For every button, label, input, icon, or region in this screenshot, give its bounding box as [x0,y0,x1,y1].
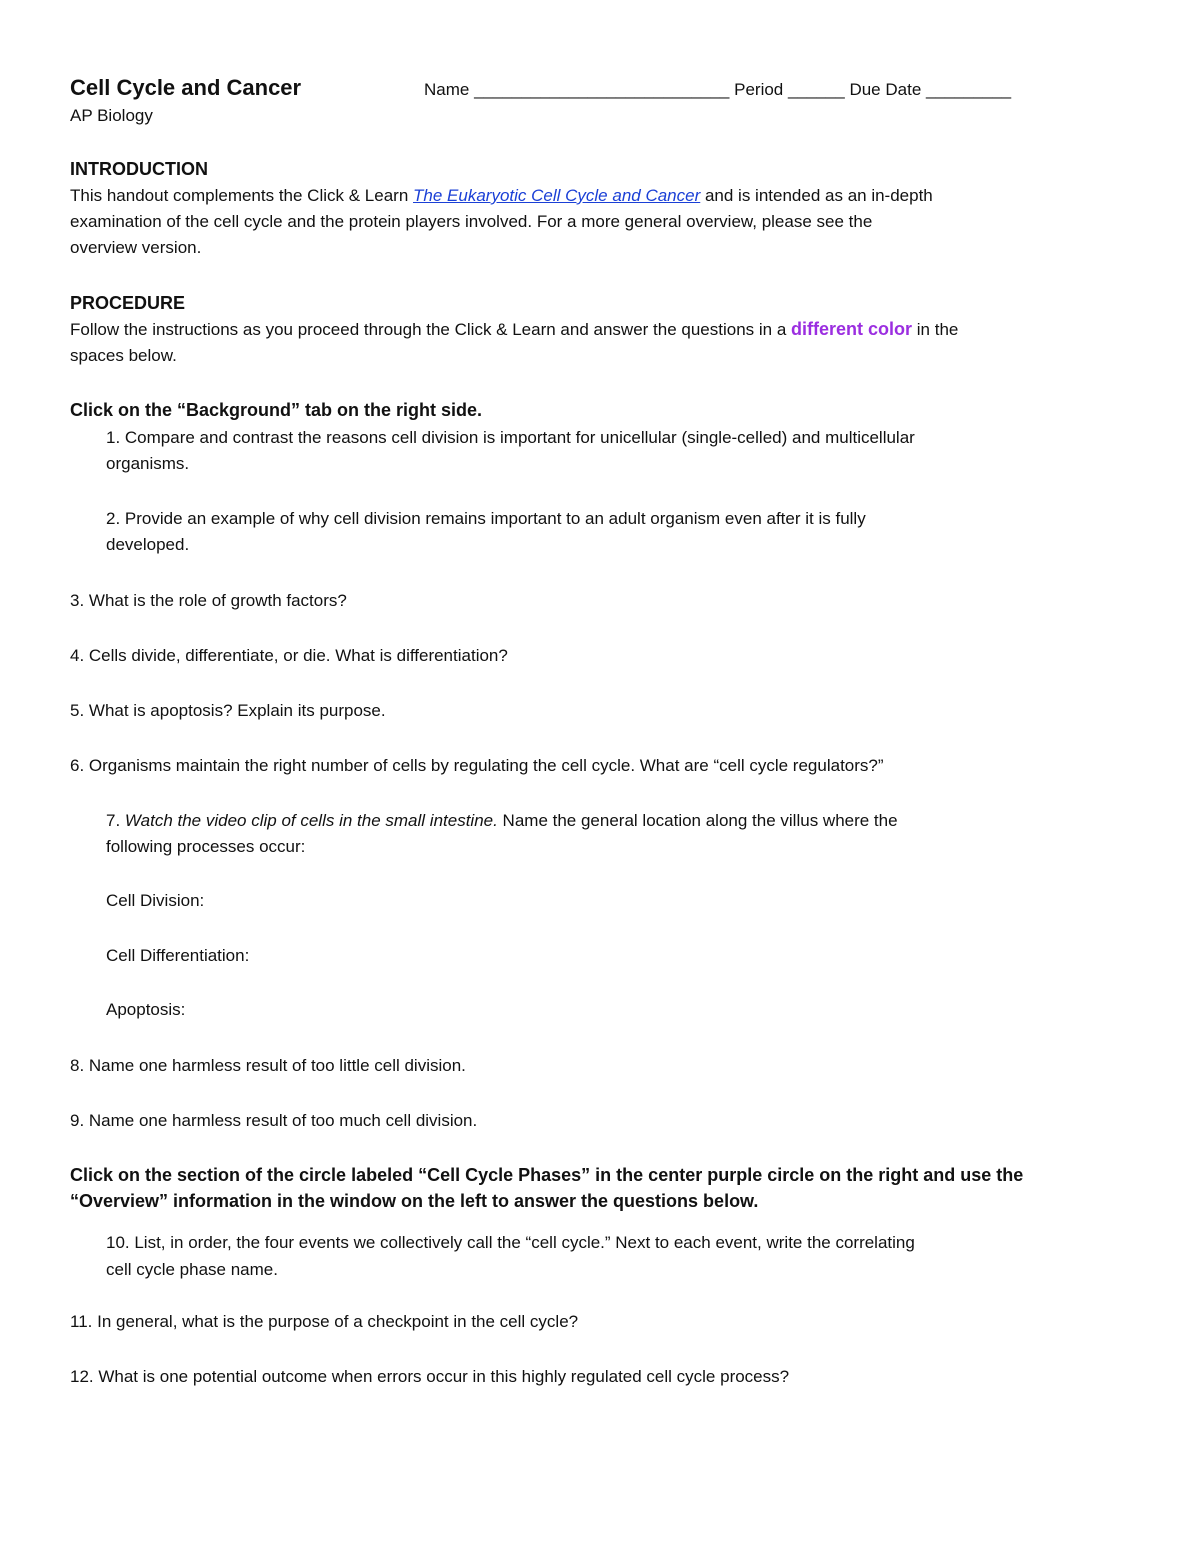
question-2-line-1: 2. Provide an example of why cell division remains important to an adult organism even after it is fully [106,509,866,528]
introduction-heading: INTRODUCTION [70,159,208,179]
name-label: Name [424,80,470,99]
introduction-line-1 [70,186,933,206]
question-3: 3. What is the role of growth factors? [70,591,347,610]
cell-division-label: Cell Division: [106,891,205,910]
introduction-text: This handout complements the Click & Learn [70,186,414,205]
question-2-line-2: developed. [106,535,190,554]
question-4: 4. Cells divide, differentiate, or die. What is differentiation? [70,646,508,665]
question-10-line-2: cell cycle phase name. [106,1260,278,1279]
question-11: 11. In general, what is the purpose of a checkpoint in the cell cycle? [70,1312,579,1331]
course-subtitle: AP Biology [70,106,153,125]
period-label: Period [734,80,784,99]
question-9: 9. Name one harmless result of too much cell division. [70,1111,478,1130]
question-7-number: 7. [106,811,125,830]
due-date-field[interactable]: _________ [926,80,1012,99]
question-6: 6. Organisms maintain the right number of cells by regulating the cell cycle. What are “cell cycle regulators?” [70,756,884,775]
question-7-text: Name the general location along the villus where the [497,811,898,830]
procedure-text: Follow the instructions as you proceed through the Click & Learn and answer the questions in a [70,320,792,339]
question-1-line-1: 1. Compare and contrast the reasons cell division is important for unicellular (single-celled) and multicellular [106,428,915,447]
question-1-line-2: organisms. [106,454,190,473]
name-field[interactable]: ___________________________ [474,80,730,99]
different-color-highlight: different color [791,319,913,339]
introduction-line-2: examination of the cell cycle and the protein players involved. For a more general overview, please see the [70,212,873,231]
question-12: 12. What is one potential outcome when errors occur in this highly regulated cell cycle process? [70,1367,790,1386]
introduction-line-3: overview version. [70,238,202,257]
procedure-line-2: spaces below. [70,346,177,365]
cell-cycle-phases-instruction-line-2: “Overview” information in the window on the left to answer the questions below. [70,1191,759,1211]
student-info-line [424,80,1011,100]
cell-differentiation-label: Cell Differentiation: [106,946,250,965]
period-field[interactable]: ______ [787,80,845,99]
procedure-heading: PROCEDURE [70,293,186,313]
cell-cycle-phases-instruction-line-1: Click on the section of the circle labeled “Cell Cycle Phases” in the center purple circle on the right and use the [70,1165,1024,1185]
question-8: 8. Name one harmless result of too little cell division. [70,1056,466,1075]
question-7-italic-instruction: Watch the video clip of cells in the small intestine. [124,811,498,830]
page-title: Cell Cycle and Cancer [70,75,302,100]
question-5: 5. What is apoptosis? Explain its purpose. [70,701,386,720]
click-and-learn-link[interactable]: The Eukaryotic Cell Cycle and Cancer [413,186,701,205]
due-date-label: Due Date [849,80,922,99]
introduction-text: and is intended as an in-depth [700,186,933,205]
procedure-text: in the [912,320,959,339]
apoptosis-label: Apoptosis: [106,1000,186,1019]
background-tab-instruction: Click on the “Background” tab on the right side. [70,400,483,420]
question-7-line-1 [106,811,898,831]
procedure-line-1 [70,319,958,340]
question-7-line-2: following processes occur: [106,837,306,856]
question-10-line-1: 10. List, in order, the four events we collectively call the “cell cycle.” Next to each event, write the correlating [106,1233,915,1252]
